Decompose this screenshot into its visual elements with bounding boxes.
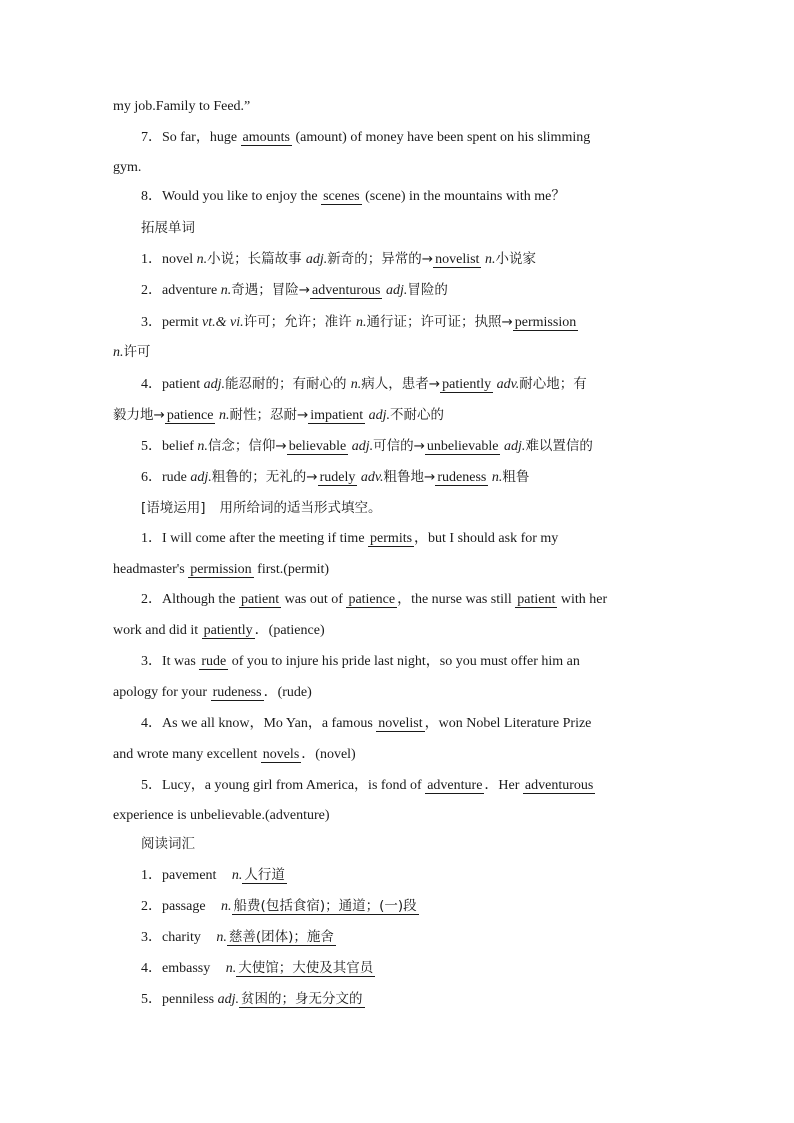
reading-word-pavement xyxy=(141,865,287,886)
answer-blank: 大使馆；大使及其官员 xyxy=(238,960,374,976)
context-item-3-cont xyxy=(113,683,312,703)
word-entry-permit-cont xyxy=(113,342,151,363)
pos: n. xyxy=(481,252,496,267)
answer-blank: novels xyxy=(262,747,300,762)
answer-blank: 贫困的；身无分文的 xyxy=(241,991,363,1007)
answer-blank: 人行道 xyxy=(244,867,285,883)
context-item-5 xyxy=(141,776,595,796)
pos: adj. xyxy=(382,283,408,298)
answer-blank: adventurous xyxy=(312,283,381,298)
item-text: 3．It was xyxy=(141,654,200,669)
pos: n. xyxy=(231,868,243,883)
item-text: of you to injure his pride last night，so you must offer him an xyxy=(228,654,580,669)
item-text: ．(novel) xyxy=(301,747,356,762)
meaning: 小说；长篇故事 xyxy=(207,251,306,267)
reading-word-charity xyxy=(141,927,336,948)
word-entry-belief xyxy=(141,436,593,457)
item-text: 7．So far，huge xyxy=(141,130,241,145)
reading-word-penniless xyxy=(141,989,365,1010)
answer-blank: rude xyxy=(201,654,227,669)
meaning: 许可；允许；准许 xyxy=(243,314,356,330)
answer-blank: adventure xyxy=(427,778,483,793)
meaning: 耐心地；有 xyxy=(519,376,587,392)
item-text: first.(permit) xyxy=(253,562,330,577)
answer-blank: patient xyxy=(517,592,556,607)
pos: adj. xyxy=(190,470,212,485)
exercise-item-7 xyxy=(141,128,590,148)
item-text: ，the nurse was still xyxy=(397,592,516,607)
answer-blank: patient xyxy=(241,592,280,607)
meaning: 粗鲁地→ xyxy=(383,469,436,485)
meaning: 信念；信仰→ xyxy=(207,438,287,454)
answer-blank: rudely xyxy=(319,470,356,485)
instruction: 用所给词的适当形式填空。 xyxy=(219,500,382,516)
word-entry-rude xyxy=(141,467,529,488)
item-text: 1．I will come after the meeting if time xyxy=(141,531,369,546)
word: 2．passage xyxy=(141,899,210,914)
meaning: 小说家 xyxy=(495,251,536,267)
answer-blank: patience xyxy=(166,408,214,423)
sentence-continuation: my job.Family to Feed.” xyxy=(113,99,251,114)
word-entry-patient-cont xyxy=(113,405,444,426)
word-entry-permit xyxy=(141,312,578,333)
pos: adj. xyxy=(305,252,328,267)
meaning: 毅力地→ xyxy=(113,407,165,423)
context-item-3 xyxy=(141,652,580,672)
reading-word-embassy xyxy=(141,958,375,979)
word: 5．penniless xyxy=(141,992,218,1007)
reading-word-passage xyxy=(141,896,419,917)
section-heading: 拓展单词 xyxy=(141,220,195,236)
item-text: 5．Lucy，a young girl from America，is fond of xyxy=(141,778,426,793)
answer-blank: rudeness xyxy=(212,685,262,700)
section-heading: [语境运用] xyxy=(141,500,206,516)
meaning: 耐性；忍耐→ xyxy=(229,407,309,423)
item-text: ．(patience) xyxy=(254,623,325,638)
item-text: 2．Although the xyxy=(141,592,239,607)
meaning: 冒险的 xyxy=(407,282,448,298)
pos: adj. xyxy=(217,992,239,1007)
pos: n. xyxy=(197,439,208,454)
pos: adv. xyxy=(357,470,384,485)
context-item-4 xyxy=(141,714,591,734)
pos: adj. xyxy=(348,439,374,454)
pos: n. xyxy=(196,252,208,267)
context-item-5-cont xyxy=(113,806,330,826)
pos: n. xyxy=(220,283,232,298)
context-item-1 xyxy=(141,529,558,549)
pos: n. xyxy=(225,961,237,976)
meaning: 难以置信的 xyxy=(525,438,593,454)
item-text: work and did it xyxy=(113,623,202,638)
pos: n. xyxy=(488,470,503,485)
answer-blank: scenes xyxy=(323,189,360,204)
pos: adj. xyxy=(203,377,225,392)
pos: n. xyxy=(215,408,230,423)
pos: vt.& vi. xyxy=(202,315,244,330)
item-text: (amount) of money have been spent on his slimming xyxy=(292,130,591,145)
text-line xyxy=(113,158,141,178)
answer-blank: patience xyxy=(348,592,396,607)
pos: n. xyxy=(355,315,367,330)
item-text: and wrote many excellent xyxy=(113,747,261,762)
answer-blank: amounts xyxy=(242,130,290,145)
item-text: was out of xyxy=(281,592,347,607)
answer-blank: rudeness xyxy=(437,470,487,485)
answer-blank: unbelievable xyxy=(426,439,499,454)
pos: adj. xyxy=(365,408,391,423)
pos: n. xyxy=(113,345,124,360)
meaning: 可信的→ xyxy=(373,438,425,454)
item-text: ，won Nobel Literature Prize xyxy=(424,716,592,731)
answer-blank: impatient xyxy=(310,408,364,423)
answer-blank: adventurous xyxy=(524,778,594,793)
section-heading: 阅读词汇 xyxy=(141,836,195,852)
item-text: ．Her xyxy=(484,778,523,793)
word: 5．belief xyxy=(141,439,198,454)
word: 3．permit xyxy=(141,315,203,330)
word: 1．pavement xyxy=(141,868,220,883)
item-text: apology for your xyxy=(113,685,211,700)
word-entry-adventure xyxy=(141,280,448,301)
pos: adj. xyxy=(500,439,526,454)
meaning: 新奇的；异常的→ xyxy=(327,251,434,267)
word: 4．patient xyxy=(141,377,204,392)
item-text: ．(rude) xyxy=(263,685,312,700)
item-text: 4．As we all know，Mo Yan，a famous xyxy=(141,716,377,731)
item-text: with her xyxy=(557,592,608,607)
context-heading-line xyxy=(141,498,382,519)
item-text: headmaster's xyxy=(113,562,189,577)
answer-blank: novelist xyxy=(435,252,480,267)
meaning: 通行证；许可证；执照→ xyxy=(366,314,513,330)
pos: adv. xyxy=(493,377,520,392)
answer-blank: believable xyxy=(288,439,347,454)
answer-blank: permission xyxy=(514,315,577,330)
meaning: 许可 xyxy=(123,344,151,360)
answer-blank: patiently xyxy=(442,377,492,392)
context-item-4-cont xyxy=(113,745,356,765)
answer-blank: 船费(包括食宿)；通道；(一)段 xyxy=(233,898,417,914)
word: 1．novel xyxy=(141,252,197,267)
word: 4．embassy xyxy=(141,961,214,976)
item-text: experience is unbelievable.(adventure) xyxy=(113,808,330,823)
word-entry-patient xyxy=(141,374,587,395)
word-entry-novel xyxy=(141,249,536,270)
context-item-2 xyxy=(141,590,607,610)
item-text: (scene) in the mountains with me？ xyxy=(361,189,566,204)
pos: n. xyxy=(216,930,227,945)
answer-blank: 慈善(团体)；施舍 xyxy=(228,929,334,945)
meaning: 粗鲁的；无礼的→ xyxy=(211,469,318,485)
answer-blank: novelist xyxy=(378,716,423,731)
item-text: ，but I should ask for my xyxy=(414,531,559,546)
meaning: 粗鲁 xyxy=(502,469,530,485)
context-item-2-cont xyxy=(113,621,325,641)
answer-blank: patiently xyxy=(203,623,253,638)
meaning: 不耐心的 xyxy=(390,407,445,423)
text-line xyxy=(113,97,250,117)
context-item-1-cont xyxy=(113,560,329,580)
meaning: 病人，患者→ xyxy=(361,376,441,392)
meaning: 奇遇；冒险→ xyxy=(231,282,311,298)
answer-blank: permits xyxy=(370,531,413,546)
pos: n. xyxy=(350,377,362,392)
pos: n. xyxy=(221,899,232,914)
exercise-item-8 xyxy=(141,187,565,207)
word: 6．rude xyxy=(141,470,191,485)
word: 3．charity xyxy=(141,930,205,945)
item-text: 8．Would you like to enjoy the xyxy=(141,189,322,204)
meaning: 能忍耐的；有耐心的 xyxy=(225,376,351,392)
item-text: gym. xyxy=(113,160,142,175)
answer-blank: permission xyxy=(190,562,252,577)
word: 2．adventure xyxy=(141,283,221,298)
